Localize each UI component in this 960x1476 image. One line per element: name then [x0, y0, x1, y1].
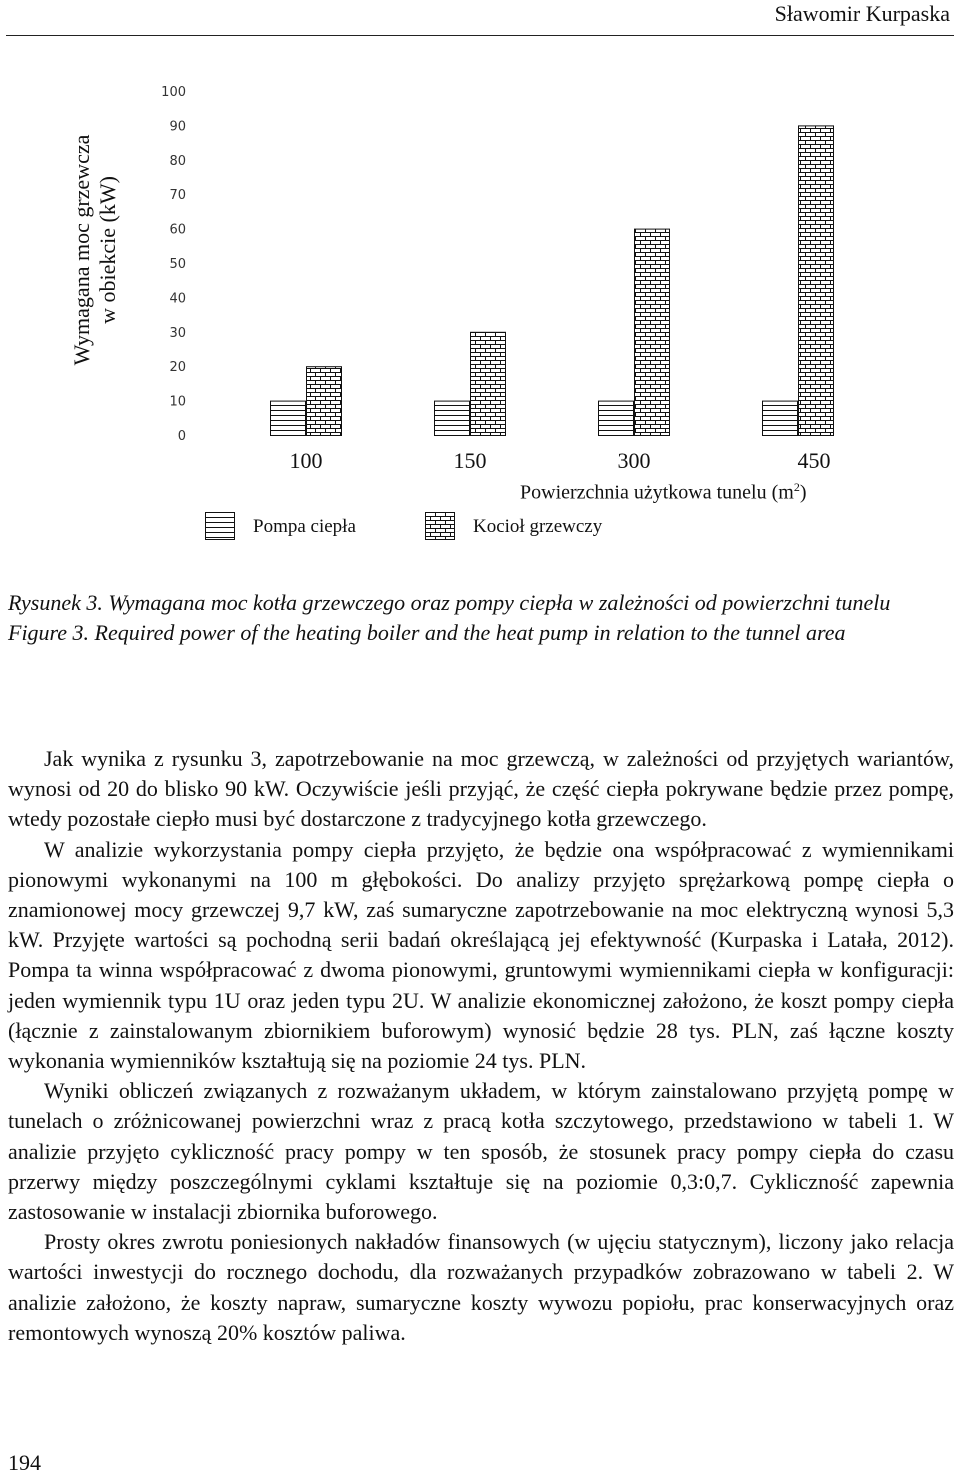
- running-head-author: Sławomir Kurpaska: [774, 1, 950, 26]
- caption-polish: Rysunek 3. Wymagana moc kotła grzewczego oraz pompy ciepła w zależności od powierzchni tunelu: [8, 590, 891, 615]
- legend-swatch-heat-pump: [205, 512, 235, 540]
- paragraph-2: W analizie wykorzystania pompy ciepła przyjęto, że będzie ona współpracować z wymiennikami pionowymi wykonanymi na 100 m głębokości. Do analizy przyjęto sprężarkową pompę ciepła o znamionowej mocy grzewczej 9,7 kW, zaś sumaryczne zapotrzebowanie na moc elektryczną wynosi 5,3 kW. Przyjęte wartości są pochodną serii badań określającą jej efektywność (Kurpaska i Latała, 2012). Pompa ta winna współpracować z dwoma pionowymi, gruntowymi wymiennikami ciepła w konfiguracji: jeden wymiennik typu 1U oraz jeden typu 2U. W analizie ekonomicznej założono, że koszt pompy ciepła (łącznie z zainstalowanym zbiornikiem buforowym) wynosić będzie 28 tys. PLN, zaś łączne koszty wykonania wymienników kształtują się na poziomie 24 tys. PLN.: [8, 836, 954, 1074]
- y-tick-label: 50: [169, 257, 186, 272]
- y-tick-label: 30: [169, 325, 186, 341]
- legend-label-heat-pump: Pompa ciepła: [253, 516, 356, 537]
- y-tick-label: 40: [169, 291, 186, 307]
- bar-heat-pump: [599, 401, 634, 435]
- x-axis-label-text: Powierzchnia użytkowa tunelu (m: [520, 481, 794, 504]
- y-tick-label: 20: [169, 360, 186, 376]
- y-tick-label: 90: [169, 119, 186, 135]
- paragraph-1: Jak wynika z rysunku 3, zapotrzebowanie na moc grzewczą, w zależności od przyjętych wariantów, wynosi od 20 do blisko 90 kW. Oczywiście jeśli przyjąć, że część ciepła pokrywane będzie przez pompę, wtedy pozostałe ciepło musi być dostarczone z tradycyjnego kotła grzewczego.: [8, 746, 954, 832]
- page-header: [0, 0, 960, 40]
- figure-caption: [8, 588, 956, 648]
- y-tick-label: 80: [169, 153, 186, 169]
- paragraph-4: Prosty okres zwrotu poniesionych nakładów finansowych (w ujęciu statycznym), liczony jako relacja wartości inwestycji do rocznego dochodu, dla rozważanych przypadków zobrazowano w tabeli 2. W analizie założono, że koszty napraw, sumaryczne koszty wywozu popiołu, prac konserwacyjnych oraz remontowych wynoszą 20% kosztów paliwa.: [8, 1229, 954, 1345]
- y-axis-label-line-1: Wymagana moc grzewcza: [69, 134, 94, 366]
- category-labels: [290, 448, 831, 473]
- bar-boiler: [471, 332, 506, 435]
- header-rule: [6, 35, 954, 36]
- body-text: [8, 744, 954, 1348]
- bar-heat-pump: [435, 401, 470, 435]
- y-axis-label-line-2: w obiekcie (kW): [95, 176, 120, 324]
- x-axis-label: [520, 480, 806, 505]
- y-tick-label: 60: [169, 222, 186, 238]
- legend-swatch-boiler: [425, 512, 455, 540]
- bar-heat-pump: [763, 401, 798, 435]
- category-label: 150: [453, 448, 487, 473]
- y-axis-label: [40, 110, 150, 390]
- x-axis-label-close: ): [799, 481, 807, 504]
- bars: [271, 126, 834, 436]
- caption-english: Figure 3. Required power of the heating boiler and the heat pump in relation to the tunnel area: [8, 620, 846, 645]
- paragraph-3: Wyniki obliczeń związanych z rozważanym układem, w którym zainstalowano przyjętą pompę w tunelach o zróżnicowanej powierzchni wraz z pracą kotła szczytowego, przedstawiono w tabeli 1. W analizie przyjęto cykliczność pracy pompy w ten sposób, że stosunek pracy pompy ciepła do czasu przerwy między poszczególnymi cyklami kształtuje się na poziomie 0,3:0,7. Cykliczność zapewnia zastosowanie w instalacji zbiornika buforowego.: [8, 1078, 954, 1225]
- figure-3: [0, 40, 960, 560]
- bar-boiler: [307, 367, 342, 436]
- y-tick-label: 100: [161, 85, 186, 100]
- page-number: 194: [8, 1450, 41, 1475]
- bar-heat-pump: [271, 401, 306, 435]
- category-label: 300: [617, 448, 651, 473]
- y-tick-label: 10: [169, 394, 186, 410]
- bar-boiler: [635, 229, 670, 435]
- category-label: 100: [289, 448, 323, 473]
- bar-boiler: [799, 126, 834, 436]
- y-axis-ticks: [161, 85, 186, 444]
- y-tick-label: 70: [169, 188, 186, 204]
- x-axis-label-sup: 2: [793, 480, 800, 494]
- y-tick-label: 0: [177, 429, 186, 444]
- legend-label-boiler: Kocioł grzewczy: [473, 516, 603, 537]
- category-label: 450: [797, 448, 831, 473]
